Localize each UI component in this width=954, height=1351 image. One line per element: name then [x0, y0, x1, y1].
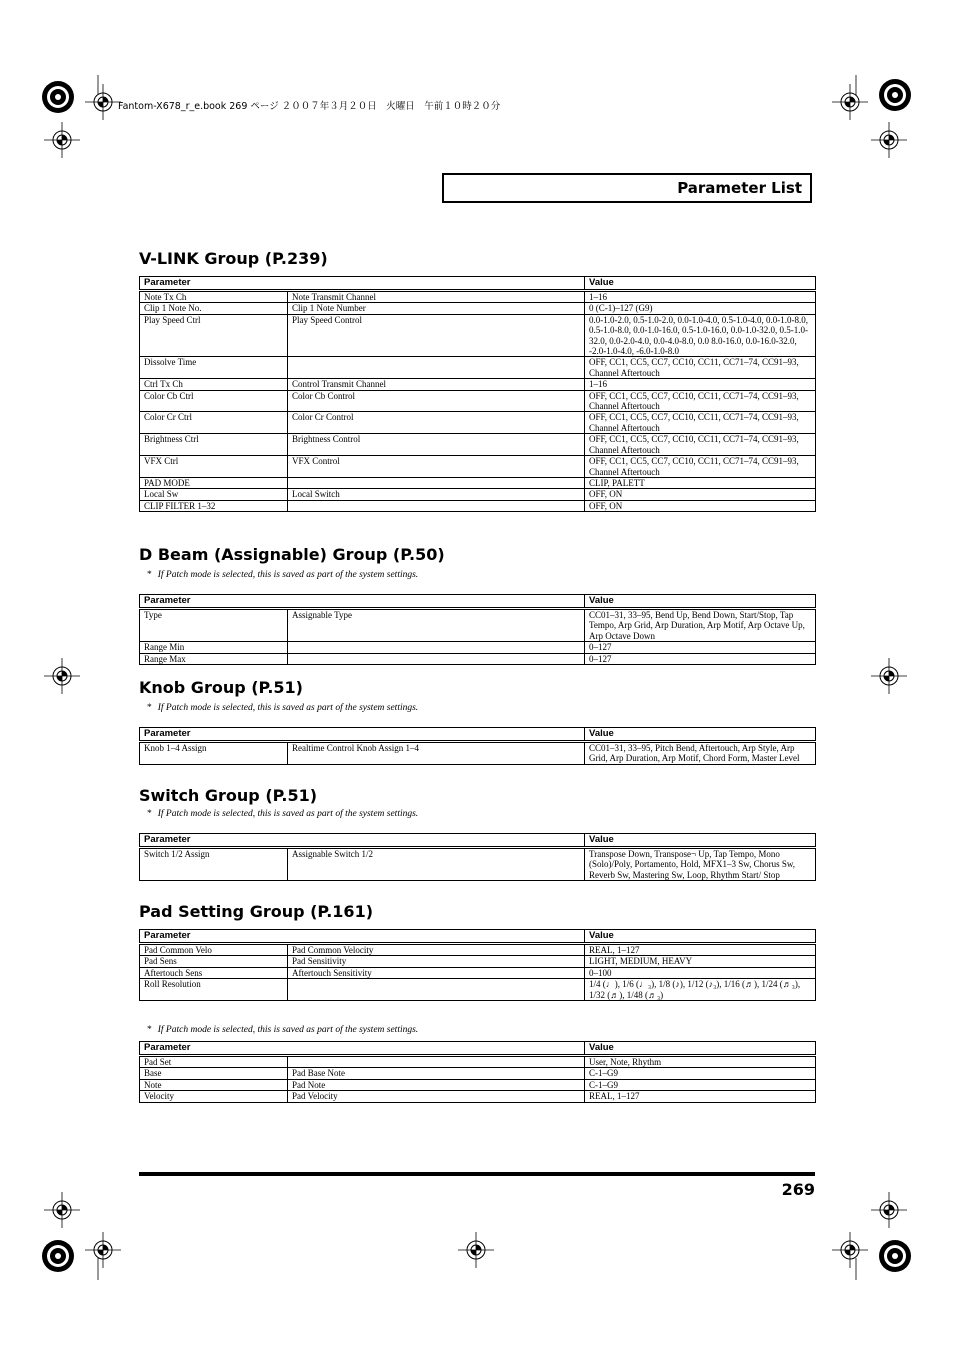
pad-set-table	[139, 1041, 816, 1103]
desc-cell	[288, 500, 585, 511]
pad-heading: Pad Setting Group (P.161)	[139, 902, 374, 921]
file-header-meta: Fantom-X678_r_e.book 269 ページ ２００７年３月２０日 火曜日 午前１０時２０分	[118, 101, 501, 112]
section-tab-box	[442, 173, 812, 203]
table-header-row	[140, 595, 816, 609]
desc-cell: Clip 1 Note Number	[288, 303, 585, 314]
section-tab-title: Parameter List	[677, 179, 802, 197]
desc-cell	[288, 642, 585, 653]
desc-cell: Pad Note	[288, 1079, 585, 1090]
value-cell: C-1–G9	[585, 1068, 816, 1079]
value-cell: OFF, CC1, CC5, CC7, CC10, CC11, CC71–74, CC91–93, Channel Aftertouch	[585, 357, 816, 379]
value-cell: 0–127	[585, 642, 816, 653]
desc-cell: Assignable Switch 1/2	[288, 848, 585, 881]
switch-table	[139, 833, 816, 881]
desc-cell	[288, 477, 585, 488]
value-cell: User, Note, Rhythm	[585, 1056, 816, 1068]
value-cell: CC01–31, 33–95, Bend Up, Bend Down, Start/Stop, Tap Tempo, Arp Grid, Arp Duration, Arp Motif, Arp Octave Up, Arp Octave Down	[585, 609, 816, 642]
table-row	[140, 477, 816, 488]
value-cell: REAL, 1–127	[585, 944, 816, 956]
table-header-row	[140, 1042, 816, 1056]
switch-note: * If Patch mode is selected, this is saved as part of the system settings.	[147, 809, 419, 819]
value-cell: 1–16	[585, 379, 816, 390]
value-cell: OFF, CC1, CC5, CC7, CC10, CC11, CC71–74, CC91–93, Channel Aftertouch	[585, 434, 816, 456]
desc-cell	[288, 1056, 585, 1068]
param-cell: Note	[140, 1079, 288, 1090]
param-cell: Color Cb Ctrl	[140, 390, 288, 412]
desc-cell: Color Cb Control	[288, 390, 585, 412]
table-row	[140, 379, 816, 390]
knob-table	[139, 727, 816, 765]
desc-cell	[288, 653, 585, 664]
table-row	[140, 291, 816, 303]
vlink-heading: V-LINK Group (P.239)	[139, 249, 328, 268]
header-parameter: Parameter	[140, 930, 585, 944]
param-cell: CLIP FILTER 1–32	[140, 500, 288, 511]
param-cell: Note Tx Ch	[140, 291, 288, 303]
dbeam-heading: D Beam (Assignable) Group (P.50)	[139, 545, 445, 564]
param-cell: Color Cr Ctrl	[140, 412, 288, 434]
param-cell: Switch 1/2 Assign	[140, 848, 288, 881]
desc-cell: Aftertouch Sensitivity	[288, 967, 585, 978]
table-row	[140, 1079, 816, 1090]
table-row	[140, 489, 816, 500]
header-parameter: Parameter	[140, 1042, 585, 1056]
header-value: Value	[585, 277, 816, 291]
table-row	[140, 848, 816, 881]
param-cell: Local Sw	[140, 489, 288, 500]
value-cell: OFF, CC1, CC5, CC7, CC10, CC11, CC71–74, CC91–93, Channel Aftertouch	[585, 456, 816, 478]
value-cell: OFF, CC1, CC5, CC7, CC10, CC11, CC71–74, CC91–93, Channel Aftertouch	[585, 412, 816, 434]
value-cell: CLIP, PALETT	[585, 477, 816, 488]
desc-cell	[288, 979, 585, 1001]
desc-cell: Play Speed Control	[288, 314, 585, 357]
header-value: Value	[585, 728, 816, 742]
desc-cell: Note Transmit Channel	[288, 291, 585, 303]
table-row	[140, 357, 816, 379]
value-cell: LIGHT, MEDIUM, HEAVY	[585, 956, 816, 967]
table-row	[140, 456, 816, 478]
value-cell: 0–127	[585, 653, 816, 664]
value-cell: C-1–G9	[585, 1079, 816, 1090]
header-value: Value	[585, 834, 816, 848]
desc-cell: Color Cr Control	[288, 412, 585, 434]
value-cell: Transpose Down, Transpose¬ Up, Tap Tempo, Mono (Solo)/Poly, Portamento, Hold, MFX1–3 Sw, Chorus Sw, Reverb Sw, Mastering Sw, Loop, Rhythm Start/ Stop	[585, 848, 816, 881]
value-cell: CC01–31, 33–95, Pitch Bend, Aftertouch, Arp Style, Arp Grid, Arp Duration, Arp Motif, Chord Form, Master Level	[585, 742, 816, 765]
desc-cell: Assignable Type	[288, 609, 585, 642]
table-row	[140, 434, 816, 456]
header-parameter: Parameter	[140, 277, 585, 291]
header-value: Value	[585, 930, 816, 944]
param-cell: Play Speed Ctrl	[140, 314, 288, 357]
desc-cell: Pad Velocity	[288, 1091, 585, 1102]
header-parameter: Parameter	[140, 834, 585, 848]
table-row	[140, 742, 816, 765]
param-cell: Aftertouch Sens	[140, 967, 288, 978]
value-cell: OFF, ON	[585, 500, 816, 511]
param-cell: Clip 1 Note No.	[140, 303, 288, 314]
table-header-row	[140, 930, 816, 944]
param-cell: Range Min	[140, 642, 288, 653]
header-parameter: Parameter	[140, 728, 585, 742]
table-row	[140, 1068, 816, 1079]
table-row	[140, 967, 816, 978]
desc-cell	[288, 357, 585, 379]
knob-note: * If Patch mode is selected, this is saved as part of the system settings.	[147, 703, 419, 713]
table-row	[140, 944, 816, 956]
desc-cell: Local Switch	[288, 489, 585, 500]
param-cell: Dissolve Time	[140, 357, 288, 379]
param-cell: Type	[140, 609, 288, 642]
header-value: Value	[585, 1042, 816, 1056]
desc-cell: Pad Common Velocity	[288, 944, 585, 956]
table-row	[140, 303, 816, 314]
param-cell: PAD MODE	[140, 477, 288, 488]
footer-rule	[139, 1172, 815, 1176]
table-row	[140, 314, 816, 357]
knob-heading: Knob Group (P.51)	[139, 678, 303, 697]
param-cell: Ctrl Tx Ch	[140, 379, 288, 390]
table-row	[140, 609, 816, 642]
value-cell: 0 (C-1)–127 (G9)	[585, 303, 816, 314]
table-row	[140, 1056, 816, 1068]
switch-heading: Switch Group (P.51)	[139, 786, 318, 805]
table-row	[140, 979, 816, 1001]
value-cell: 0.0-1.0-2.0, 0.5-1.0-2.0, 0.0-1.0-4.0, 0.5-1.0-4.0, 0.0-1.0-8.0, 0.5-1.0-8.0, 0.0-1.0-16.0, 0.5-1.0-16.0, 0.0-1.0-32.0, 0.5-1.0-32.0, 0.0-2.0-4.0, 0.0-4.0-8.0, 0.0 8.0-16.0, 0.0-16.0-32.0, -2.0-1.0-4.0, -6.0-1.0-8.0	[585, 314, 816, 357]
param-cell: Knob 1–4 Assign	[140, 742, 288, 765]
value-cell: 1–16	[585, 291, 816, 303]
table-row	[140, 956, 816, 967]
param-cell: Pad Set	[140, 1056, 288, 1068]
desc-cell: Pad Sensitivity	[288, 956, 585, 967]
value-cell: 1/4 (♩), 1/6 (♩₃), 1/8 (♪), 1/12 (♪₃), 1/16 (♬), 1/24 (♬₃), 1/32 (♬), 1/48 (♬₃)	[585, 979, 816, 1001]
header-value: Value	[585, 595, 816, 609]
table-header-row	[140, 728, 816, 742]
desc-cell: Brightness Control	[288, 434, 585, 456]
param-cell: Range Max	[140, 653, 288, 664]
table-header-row	[140, 834, 816, 848]
dbeam-note: * If Patch mode is selected, this is saved as part of the system settings.	[147, 570, 419, 580]
value-cell: OFF, ON	[585, 489, 816, 500]
pad-table	[139, 929, 816, 1001]
desc-cell: VFX Control	[288, 456, 585, 478]
table-row	[140, 412, 816, 434]
table-header-row	[140, 277, 816, 291]
table-row	[140, 653, 816, 664]
param-cell: Base	[140, 1068, 288, 1079]
value-cell: REAL, 1–127	[585, 1091, 816, 1102]
table-row	[140, 390, 816, 412]
param-cell: VFX Ctrl	[140, 456, 288, 478]
desc-cell: Control Transmit Channel	[288, 379, 585, 390]
vlink-table	[139, 276, 816, 512]
param-cell: Brightness Ctrl	[140, 434, 288, 456]
value-cell: OFF, CC1, CC5, CC7, CC10, CC11, CC71–74, CC91–93, Channel Aftertouch	[585, 390, 816, 412]
table-row	[140, 642, 816, 653]
param-cell: Pad Common Velo	[140, 944, 288, 956]
table-row	[140, 1091, 816, 1102]
pad-note: * If Patch mode is selected, this is saved as part of the system settings.	[147, 1025, 419, 1035]
header-parameter: Parameter	[140, 595, 585, 609]
dbeam-table	[139, 594, 816, 665]
table-row	[140, 500, 816, 511]
page-number: 269	[781, 1180, 815, 1199]
value-cell: 0–100	[585, 967, 816, 978]
desc-cell: Realtime Control Knob Assign 1–4	[288, 742, 585, 765]
param-cell: Roll Resolution	[140, 979, 288, 1001]
param-cell: Velocity	[140, 1091, 288, 1102]
param-cell: Pad Sens	[140, 956, 288, 967]
desc-cell: Pad Base Note	[288, 1068, 585, 1079]
